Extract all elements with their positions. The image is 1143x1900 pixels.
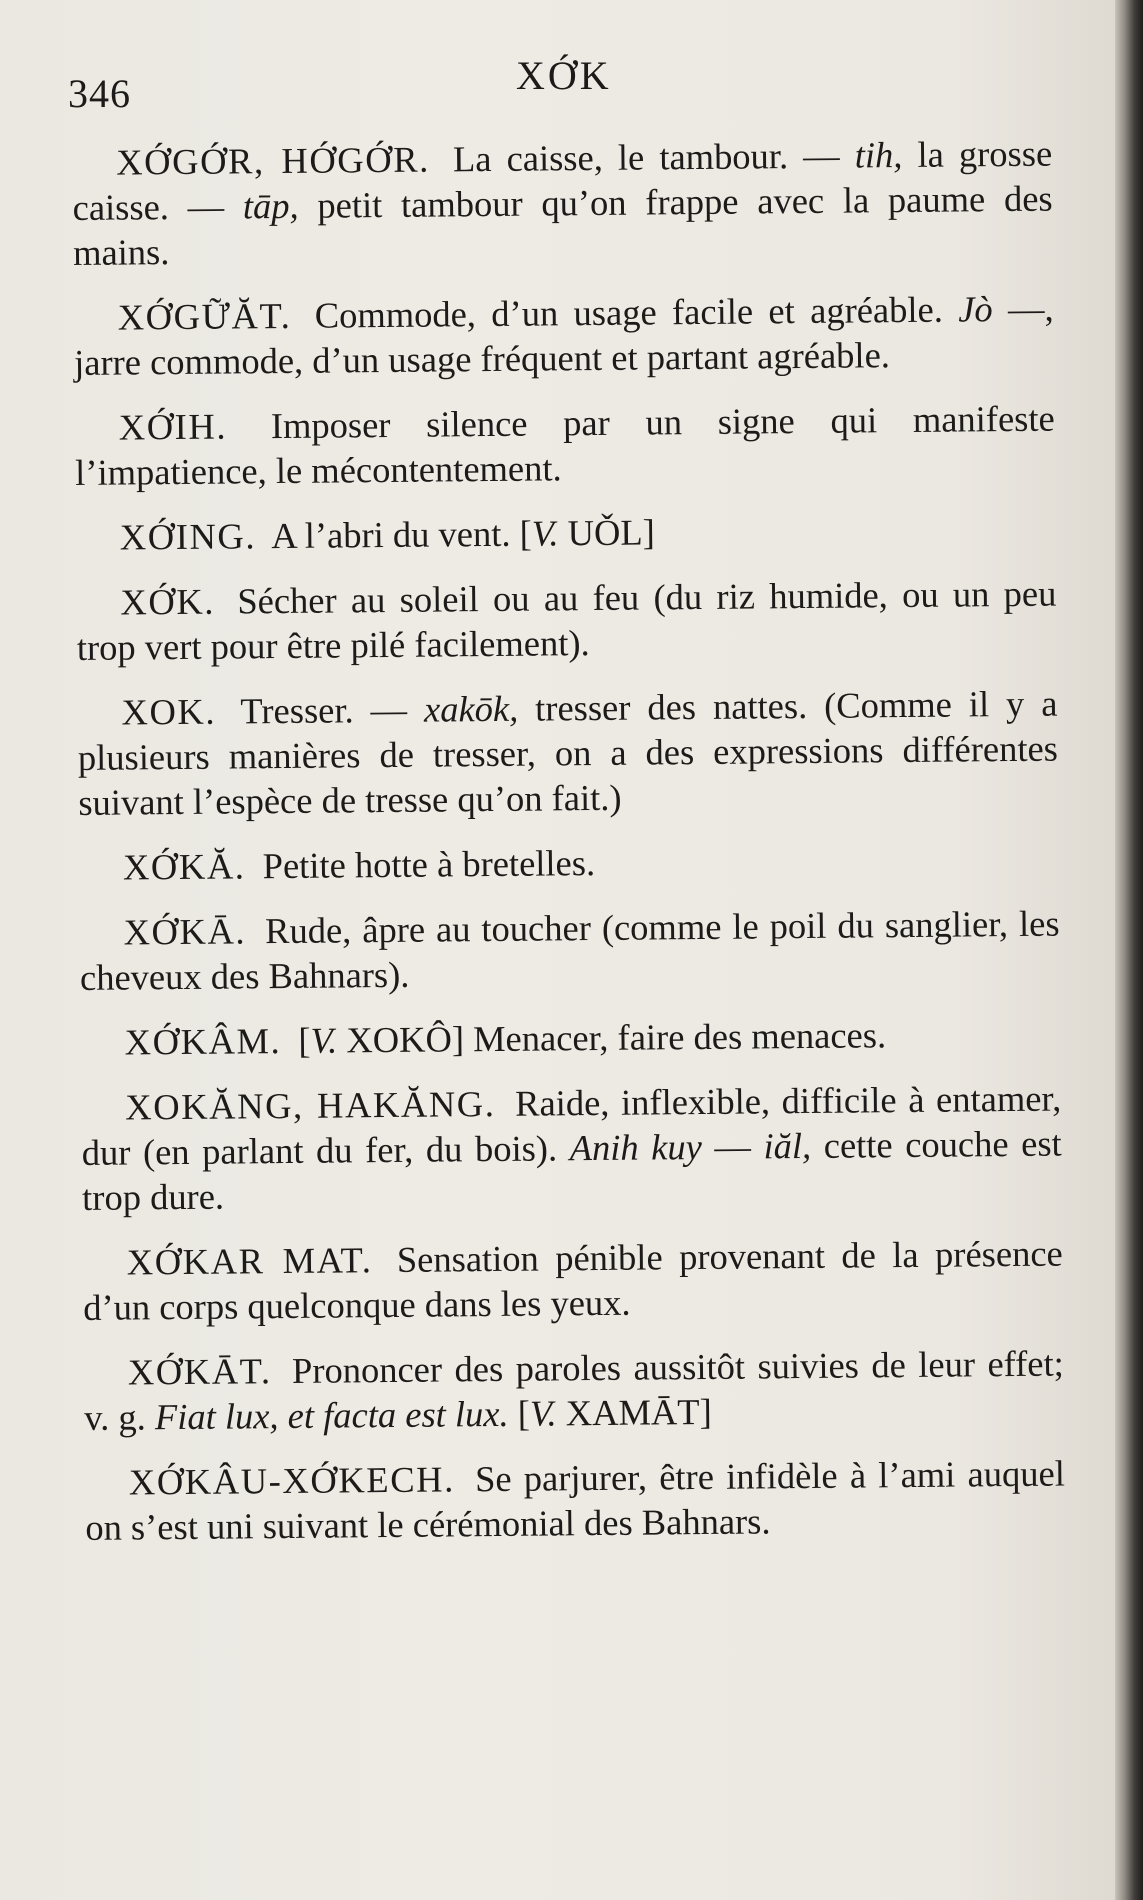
- entry-text: la grosse caisse. —: [72, 132, 1053, 228]
- entry-text: La caisse, le tambour. —: [452, 134, 855, 180]
- entry-text: Se parjurer, être infidèle à l’ami auquel on s’est uni suivant le cérémonial des Bahnars.: [85, 1452, 1066, 1548]
- entry-headword: XỚKÂU-XỚKECH.: [128, 1458, 456, 1503]
- entry-text: Raide, inflexible, difficile à entamer, dur (en parlant du fer, du bois).: [81, 1077, 1062, 1173]
- entry-headword: XỚGỚR, HỚGỚR.: [116, 138, 431, 183]
- dictionary-entry: [73, 286, 1054, 385]
- entry-text: UǑL]: [558, 511, 655, 554]
- entry-text: cette couche est trop dure.: [81, 1122, 1062, 1218]
- dictionary-entry: [79, 836, 1059, 890]
- entry-text: Imposer silence par un signe qui manifeste l’impatience, le mécontentement.: [74, 397, 1055, 493]
- entry-text: Sensation pénible provenant de la présence d’un corps quelconque dans les yeux.: [83, 1232, 1063, 1328]
- dictionary-entry: [75, 396, 1056, 495]
- running-head: XỚK: [516, 53, 612, 98]
- entry-text: petit tambour qu’on frappe avec la paume des mains.: [72, 177, 1053, 273]
- entry-text: Prononcer des paroles aussitôt suivies de leur effet; v. g.: [84, 1342, 1064, 1438]
- entry-text: Tresser. —: [240, 688, 425, 732]
- entry-text: —, jarre commode, d’un usage fréquent et partant agréable.: [73, 287, 1054, 383]
- entry-text: —: [701, 1125, 764, 1167]
- dictionary-entry: [84, 1341, 1065, 1440]
- dictionary-entry: [79, 901, 1060, 1000]
- dictionary-entry: [76, 571, 1057, 670]
- entry-italic-text: V.: [529, 1392, 557, 1434]
- entry-headword: XỚKÂM.: [124, 1020, 282, 1063]
- entry-text: XOKÔ] Menacer, faire des menaces.: [337, 1014, 887, 1061]
- entry-headword: XỚKĀ.: [123, 910, 247, 953]
- entry-text: Sécher au soleil ou au feu (du riz humide, ou un peu trop vert pour être pilé facilement).: [76, 572, 1057, 668]
- entry-text: tresser des nattes. (Comme il y a plusieurs manières de tresser, on a des expressions différentes suivant l’espèce de tresse qu’on fait.): [77, 682, 1059, 823]
- page-binding-edge: [1115, 0, 1143, 1900]
- entry-italic-text: V.: [310, 1019, 338, 1061]
- entry-headword: XỚGỮĂT.: [117, 294, 292, 338]
- entry-text: [: [298, 1019, 311, 1061]
- entry-italic-text: V.: [531, 512, 559, 554]
- entry-headword: XỚIH.: [118, 405, 228, 448]
- dictionary-entry: [85, 1451, 1066, 1550]
- entry-headword: XỚKĀT.: [127, 1350, 272, 1393]
- dictionary-entry: [83, 1231, 1064, 1330]
- entry-headword: XOK.: [121, 690, 217, 733]
- entry-headword: XỚKAR MAT.: [126, 1239, 373, 1283]
- entry-headword: XOKĂNG, HAKĂNG.: [125, 1082, 496, 1128]
- dictionary-entry: [72, 131, 1053, 275]
- entry-headword: XỚKĂ.: [122, 845, 246, 888]
- entry-text: [: [508, 1392, 531, 1434]
- page-header: [0, 48, 1120, 116]
- dictionary-entry: [77, 681, 1058, 825]
- dictionary-entry: [76, 506, 1056, 560]
- dictionary-entry: [80, 1011, 1060, 1065]
- entry-italic-text: xakōk,: [423, 687, 519, 730]
- entry-text: Rude, âpre au toucher (comme le poil du sanglier, les cheveux des Bahnars).: [79, 902, 1060, 998]
- dictionary-entries: [72, 131, 1066, 1570]
- entry-text: Commode, d’un usage facile et agréable.: [314, 288, 959, 336]
- entry-headword: XỚING.: [119, 515, 257, 558]
- entry-text: A l’abri du vent. [: [271, 512, 532, 557]
- entry-italic-text: Fiat lux, et facta est lux.: [154, 1392, 509, 1438]
- entry-headword: XỚK.: [120, 580, 216, 623]
- entry-italic-text: tāp,: [242, 184, 299, 227]
- entry-italic-text: Jò: [958, 288, 993, 330]
- entry-text: XAMĀT]: [556, 1390, 712, 1434]
- entry-text: Petite hotte à bretelles.: [262, 842, 596, 887]
- page-number: 346: [68, 71, 131, 116]
- dictionary-entry: [81, 1076, 1062, 1220]
- entry-italic-text: iăl,: [763, 1124, 812, 1167]
- entry-italic-text: Anih kuy: [569, 1126, 703, 1169]
- entry-italic-text: tih,: [854, 134, 903, 176]
